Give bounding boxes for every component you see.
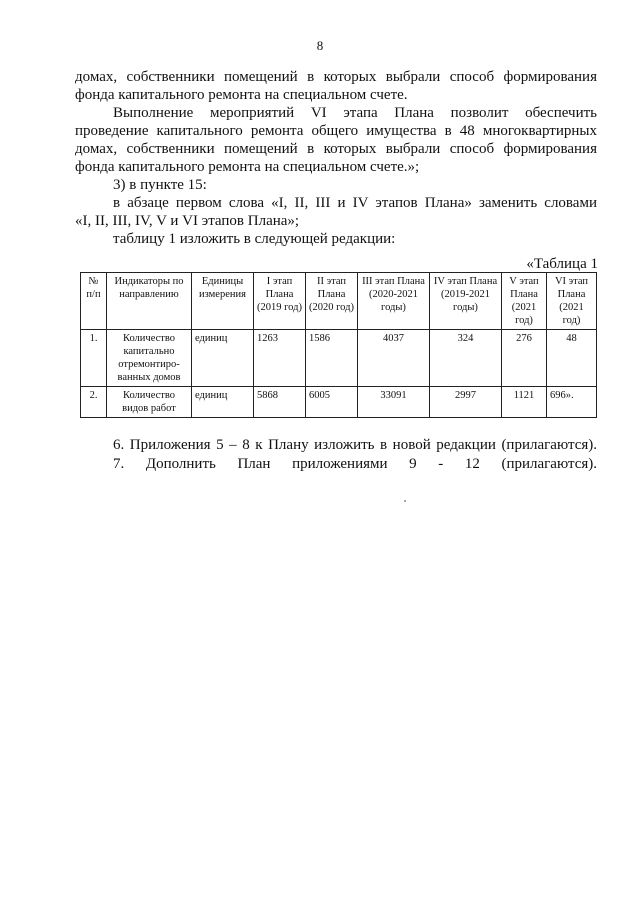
table-header-row — [81, 273, 597, 330]
header-cell: Индикаторы по направлению — [107, 273, 192, 330]
table-cell: 33091 — [358, 387, 430, 418]
table-cell: 1263 — [254, 330, 306, 387]
paragraph-line: фонда капитального ремонта на специальном счете.»; — [75, 159, 420, 175]
paragraph-line: таблицу 1 изложить в следующей редакции: — [113, 231, 396, 247]
table-cell: Количество видов работ — [107, 387, 192, 418]
table-cell: 324 — [430, 330, 502, 387]
table-cell: единиц — [192, 330, 254, 387]
paragraph-line: 6. Приложения 5 – 8 к Плану изложить в новой редакции (прилагаются). — [113, 437, 597, 453]
paragraph-line: проведение капитального ремонта общего имущества в 48 многоквартирных — [75, 123, 597, 139]
table-cell: 696». — [547, 387, 597, 418]
table-cell: единиц — [192, 387, 254, 418]
paragraph-line: 7. Дополнить План приложениями 9 - 12 (прилагаются). — [113, 456, 597, 472]
paragraph-line: домах, собственники помещений в которых выбрали способ формирования — [75, 141, 597, 157]
header-cell: № п/п — [81, 273, 107, 330]
paragraph-line: 3) в пункте 15: — [113, 177, 207, 193]
paragraph-line: домах, собственники помещений в которых выбрали способ формирования — [75, 69, 597, 85]
header-cell: VI этап Плана (2021 год) — [547, 273, 597, 330]
table-caption: «Таблица 1 — [526, 256, 598, 272]
table-cell: 6005 — [306, 387, 358, 418]
header-cell: I этап Плана (2019 год) — [254, 273, 306, 330]
table-cell: 1586 — [306, 330, 358, 387]
table-cell: 48 — [547, 330, 597, 387]
table-row — [81, 387, 597, 418]
paragraph-line: фонда капитального ремонта на специальном счете. — [75, 87, 408, 103]
paragraph-line: Выполнение мероприятий VI этапа Плана позволит обеспечить — [113, 105, 597, 121]
table-cell: 4037 — [358, 330, 430, 387]
table-cell: 2. — [81, 387, 107, 418]
paragraph-line: «I, II, III, IV, V и VI этапов Плана»; — [75, 213, 300, 229]
table-cell: 5868 — [254, 387, 306, 418]
table-cell: 2997 — [430, 387, 502, 418]
table-cell: 1121 — [502, 387, 547, 418]
paragraph-line: в абзаце первом слова «I, II, III и IV этапов Плана» заменить словами — [113, 195, 597, 211]
table-cell: 276 — [502, 330, 547, 387]
scan-speck — [404, 500, 406, 502]
page-number: 8 — [316, 38, 324, 53]
header-cell: IV этап Плана (2019-2021 годы) — [430, 273, 502, 330]
header-cell: V этап Плана (2021 год) — [502, 273, 547, 330]
header-cell: Единицы измерения — [192, 273, 254, 330]
indicators-table — [80, 272, 597, 418]
table-cell: Количество капитально отремонтиро-ванных домов — [107, 330, 192, 387]
table-row — [81, 330, 597, 387]
header-cell: III этап Плана (2020-2021 годы) — [358, 273, 430, 330]
table-cell: 1. — [81, 330, 107, 387]
header-cell: II этап Плана (2020 год) — [306, 273, 358, 330]
